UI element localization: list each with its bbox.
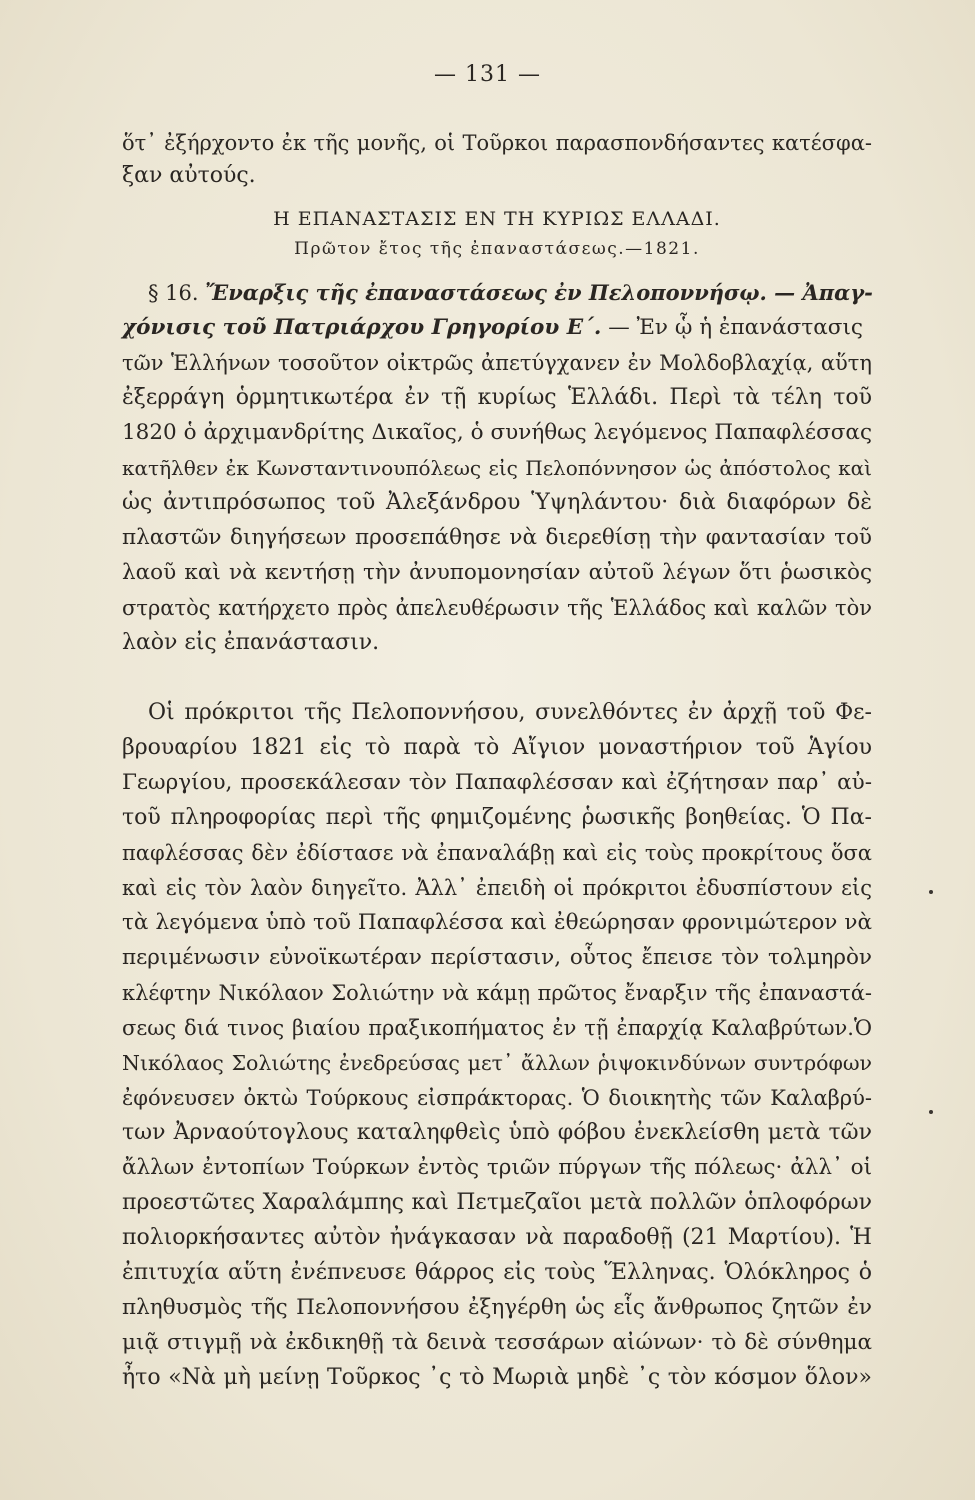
section-title-line	[122, 278, 872, 308]
text-line: των Ἀρναούτογλους καταληφθεὶς ὑπὸ φόβου ἐνεκλείσθη μετὰ τῶν	[122, 1120, 872, 1145]
margin-mark	[929, 890, 933, 894]
section-title-continued: χόνισις τοῦ Πατριάρχου Γρηγορίου Ε΄.	[122, 315, 602, 340]
text-line: λαοῦ καὶ νὰ κεντήσῃ τὴν ἀνυπομονησίαν αὐτοῦ λέγων ὅτι ῥωσικὸς	[122, 560, 872, 585]
text-line: λαὸν εἰς ἐπανάστασιν.	[122, 630, 380, 655]
text-line: παφλέσσας δὲν ἐδίστασε νὰ ἐπαναλάβῃ καὶ εἰς τοὺς προκρίτους ὅσα	[122, 841, 872, 865]
text-line: Γεωργίου, προσεκάλεσαν τὸν Παπαφλέσσαν καὶ ἐζήτησαν παρ᾽ αὐ-	[122, 770, 872, 795]
text-line: ἐξερράγη ὁρμητικωτέρα ἐν τῇ κυρίως Ἑλλάδι. Περὶ τὰ τέλη τοῦ	[122, 385, 872, 410]
section-title: Ἔναρξις τῆς ἐπαναστάσεως ἐν Πελοποννήσῳ. — Ἀπαγ-	[205, 280, 873, 305]
text-line: ὅτ᾽ ἐξήρχοντο ἐκ τῆς μονῆς, οἱ Τοῦρκοι παρασπονδήσαντες κατέσφα-	[122, 131, 872, 155]
text-line: καὶ εἰς τὸν λαὸν διηγεῖτο. Ἀλλ᾽ ἐπειδὴ οἱ πρόκριτοι ἐδυσπίστουν εἰς	[122, 876, 872, 900]
text-line: πληθυσμὸς τῆς Πελοποννήσου ἐξηγέρθη ὡς εἷς ἄνθρωπος ζητῶν ἐν	[122, 1295, 872, 1320]
page-number: — 131 —	[434, 62, 541, 87]
chapter-heading: Η ΕΠΑΝΑΣΤΑΣΙΣ ΕΝ ΤΗ ΚΥΡΙΩΣ ΕΛΛΑΔΙ.	[273, 208, 721, 230]
chapter-subheading: Πρῶτον ἔτος τῆς ἐπαναστάσεως.—1821.	[294, 239, 700, 259]
text-line: τῶν Ἑλλήνων τοσοῦτον οἰκτρῶς ἀπετύγχανεν ἐν Μολδοβλαχίᾳ, αὕτη	[122, 351, 872, 375]
section-number: § 16.	[148, 281, 199, 305]
text-line: μιᾷ στιγμῇ νὰ ἐκδικηθῇ τὰ δεινὰ τεσσάρων αἰώνων· τὸ δὲ σύνθημα	[122, 1330, 872, 1355]
text-line: περιμένωσιν εὐνοϊκωτέραν περίστασιν, οὗτος ἔπεισε τὸν τολμηρὸν	[122, 945, 872, 970]
text-line: τοῦ πληροφορίας περὶ τῆς φημιζομένης ῥωσικῆς βοηθείας. Ὁ Πα-	[122, 805, 872, 830]
text-line: 1820 ὁ ἀρχιμανδρίτης Δικαῖος, ὁ συνήθως λεγόμενος Παπαφλέσσας	[122, 420, 872, 445]
section-title-line	[122, 313, 872, 343]
text-line: στρατὸς κατήρχετο πρὸς ἀπελευθέρωσιν τῆς Ἑλλάδος καὶ καλῶν τὸν	[122, 596, 872, 620]
text-line: κατῆλθεν ἐκ Κωνσταντινουπόλεως εἰς Πελοπόννησον ὡς ἀπόστολος καὶ	[122, 456, 872, 480]
text-line: πλαστῶν διηγήσεων προσεπάθησε νὰ διερεθίσῃ τὴν φαντασίαν τοῦ	[122, 525, 872, 550]
margin-mark	[929, 1110, 933, 1114]
section-text-start: — Ἐν ᾧ ἡ ἐπανάστασις	[608, 315, 863, 340]
text-line: προεστῶτες Χαραλάμπης καὶ Πετμεζαῖοι μετὰ πολλῶν ὁπλοφόρων	[122, 1190, 872, 1215]
text-line: σεως διά τινος βιαίου πραξικοπήματος ἐν τῇ ἐπαρχίᾳ Καλαβρύτων.Ὁ	[122, 1016, 872, 1040]
text-line: ἄλλων ἐντοπίων Τούρκων ἐντὸς τριῶν πύργων τῆς πόλεως· ἀλλ᾽ οἱ	[122, 1155, 872, 1180]
text-line: Οἱ πρόκριτοι τῆς Πελοποννήσου, συνελθόντες ἐν ἀρχῇ τοῦ Φε-	[148, 700, 872, 725]
text-line: ἦτο «Νὰ μὴ μείνῃ Τοῦρκος ᾽ς τὸ Μωριὰ μηδὲ ᾽ς τὸν κόσμον ὅλον»	[122, 1365, 872, 1390]
text-line: πολιορκήσαντες αὐτὸν ἠνάγκασαν νὰ παραδοθῇ (21 Μαρτίου). Ἡ	[122, 1225, 872, 1250]
text-line: Νικόλαος Σολιώτης ἐνεδρεύσας μετ᾽ ἄλλων ῥιψοκινδύνων συντρόφων	[122, 1051, 872, 1075]
text-line: ξαν αὐτούς.	[122, 163, 256, 188]
text-line: ἐπιτυχία αὕτη ἐνέπνευσε θάρρος εἰς τοὺς Ἕλληνας. Ὁλόκληρος ὁ	[122, 1260, 872, 1285]
text-line: ὡς ἀντιπρόσωπος τοῦ Ἀλεξάνδρου Ὑψηλάντου· διὰ διαφόρων δὲ	[122, 490, 872, 515]
text-line: τὰ λεγόμενα ὑπὸ τοῦ Παπαφλέσσα καὶ ἐθεώρησαν φρονιμώτερον νὰ	[122, 910, 872, 935]
text-line: βρουαρίου 1821 εἰς τὸ παρὰ τὸ Αἴγιον μοναστήριον τοῦ Ἁγίου	[122, 735, 872, 760]
text-line: ἐφόνευσεν ὀκτὼ Τούρκους εἰσπράκτορας. Ὁ διοικητὴς τῶν Καλαβρύ-	[122, 1086, 872, 1110]
text-line: κλέφτην Νικόλαον Σολιώτην νὰ κάμῃ πρῶτος ἔναρξιν τῆς ἐπαναστά-	[122, 981, 872, 1005]
